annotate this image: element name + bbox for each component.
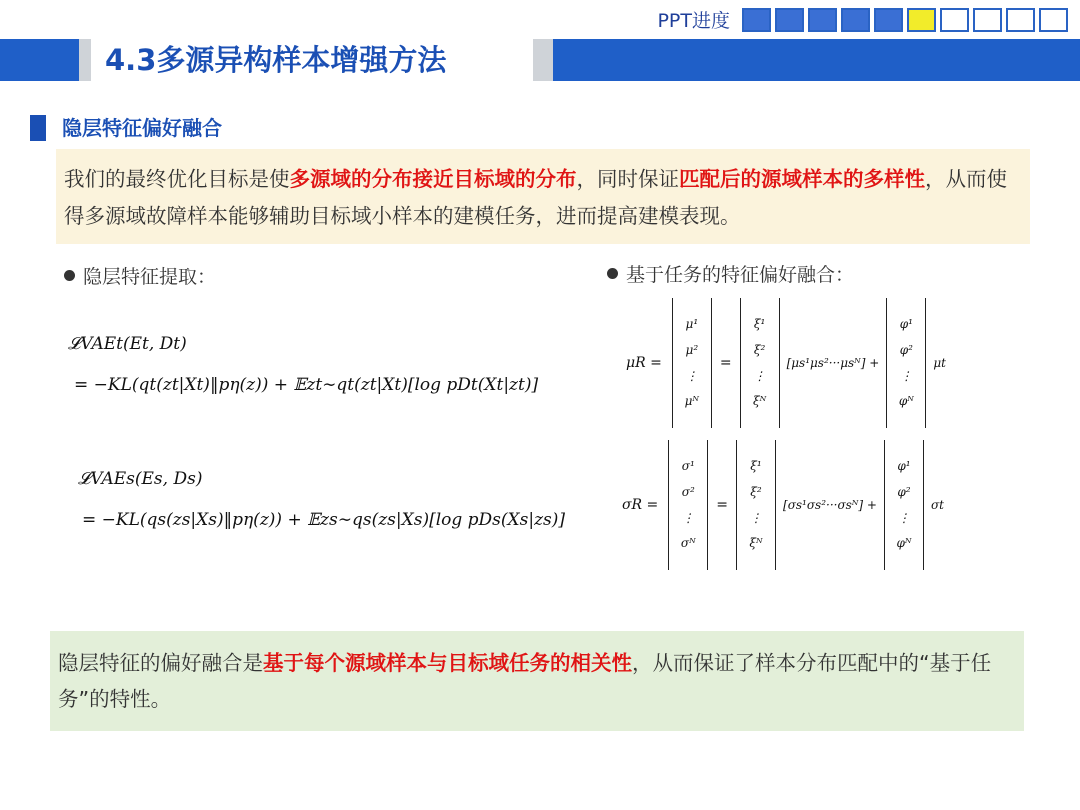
bullet-task-preference-fusion xyxy=(607,260,854,287)
bullet-label: 隐层特征提取： xyxy=(83,266,217,288)
matrix-cell: ⋮ xyxy=(753,368,766,383)
matrix-cell: μ¹ xyxy=(685,317,699,332)
page-title: 4.3多源异构样本增强方法 xyxy=(105,43,447,77)
mu-t-term: μt xyxy=(933,356,946,370)
matrix-cell: φᴺ xyxy=(896,536,912,551)
matrix-cell: ξ² xyxy=(750,485,762,500)
progress-box-6 xyxy=(907,8,936,32)
matrix-cell: ξᴺ xyxy=(752,394,767,409)
matrix-cell: ⋮ xyxy=(897,510,910,525)
progress-box-9 xyxy=(1006,8,1035,32)
matrix-cell: ξ¹ xyxy=(753,317,766,332)
matrix-xi xyxy=(740,298,780,428)
matrix-equation-mu xyxy=(626,296,949,430)
matrix-cell: φ² xyxy=(897,485,911,500)
matrix-sigma xyxy=(668,440,708,570)
equals-sign: = xyxy=(719,355,732,371)
intro-text-2: ，同时保证 xyxy=(576,167,679,191)
intro-text-1: 我们的最终优化目标是使 xyxy=(64,167,290,191)
progress-box-10 xyxy=(1039,8,1068,32)
matrix-cell: σᴺ xyxy=(680,536,696,551)
matrix-xi xyxy=(736,440,776,570)
matrix-cell: ξ² xyxy=(753,343,766,358)
intro-highlight-1: 多源域的分布接近目标域的分布 xyxy=(289,167,577,191)
progress-indicator xyxy=(657,6,1068,33)
matrix-cell: φ¹ xyxy=(899,317,913,332)
bullet-hidden-feature-extraction xyxy=(64,262,216,289)
formula-source-vae-body: = −KL(qs(zs|Xs)‖pη(z)) + 𝔼zs∼qs(zs|Xs)[log pDs(Xs|zs)] xyxy=(82,510,566,530)
matrix-cell: ξᴺ xyxy=(749,536,763,551)
matrix-cell: ξ¹ xyxy=(750,459,762,474)
sigma-t-term: σt xyxy=(930,498,944,512)
conclusion-text-1: 隐层特征的偏好融合是 xyxy=(58,651,263,675)
matrix-cell: φ² xyxy=(899,343,913,358)
mu-row-vector: [μs¹μs²···μsᴺ] + xyxy=(786,356,880,370)
formula-target-vae-body: = −KL(qt(zt|Xt)‖pη(z)) + 𝔼zt∼qt(zt|Xt)[log pDt(Xt|zt)] xyxy=(74,375,539,395)
matrix-cell: μ² xyxy=(685,343,699,358)
matrix-cell: σ¹ xyxy=(681,459,695,474)
progress-box-2 xyxy=(775,8,804,32)
conclusion-text-2: ，从而保证了样本分布匹配中的“基于任务”的特性。 xyxy=(58,651,992,711)
intro-text-3: ，从而使得多源域故障样本能够辅助目标域小样本的建模任务，进而提高建模表现。 xyxy=(64,167,1007,228)
title-band-accent-right xyxy=(533,39,553,81)
progress-box-5 xyxy=(874,8,903,32)
progress-boxes xyxy=(738,8,1068,32)
progress-box-3 xyxy=(808,8,837,32)
bullet-dot-icon xyxy=(64,270,75,281)
matrix-cell: ⋮ xyxy=(900,368,913,383)
section-marker xyxy=(30,115,46,141)
matrix-equation-sigma xyxy=(622,438,947,572)
bullet-dot-icon xyxy=(607,268,618,279)
bullet-label: 基于任务的特征偏好融合： xyxy=(626,264,855,286)
matrix-cell: φᴺ xyxy=(898,394,914,409)
progress-box-4 xyxy=(841,8,870,32)
progress-box-1 xyxy=(742,8,771,32)
formula-source-vae-head: 𝓛VAEs(Es, Ds) xyxy=(78,469,203,489)
progress-label: PPT进度 xyxy=(657,10,730,32)
section-heading: 隐层特征偏好融合 xyxy=(62,116,222,140)
matrix-cell: ⋮ xyxy=(682,510,695,525)
matrix-cell: ⋮ xyxy=(685,368,698,383)
matrix-cell: σ² xyxy=(681,485,695,500)
intro-paragraph xyxy=(56,149,1030,244)
matrix-cell: φ¹ xyxy=(897,459,911,474)
matrix-phi xyxy=(886,298,926,428)
sigma-r-label: σR = xyxy=(622,497,659,513)
matrix-mu xyxy=(672,298,712,428)
sigma-row-vector: [σs¹σs²···σsᴺ] + xyxy=(783,498,877,512)
conclusion-box xyxy=(50,631,1024,731)
conclusion-highlight: 基于每个源域样本与目标域任务的相关性 xyxy=(263,651,632,675)
progress-box-8 xyxy=(973,8,1002,32)
progress-box-7 xyxy=(940,8,969,32)
matrix-phi xyxy=(884,440,924,570)
title-band-accent-left xyxy=(79,39,91,81)
mu-r-label: μR = xyxy=(626,355,662,371)
matrix-cell: μᴺ xyxy=(684,394,700,409)
intro-highlight-2: 匹配后的源域样本的多样性 xyxy=(679,167,925,191)
matrix-cell: ⋮ xyxy=(750,510,763,525)
formula-target-vae-head: 𝓛VAEt(Et, Dt) xyxy=(68,334,187,354)
equals-sign: = xyxy=(716,497,729,513)
